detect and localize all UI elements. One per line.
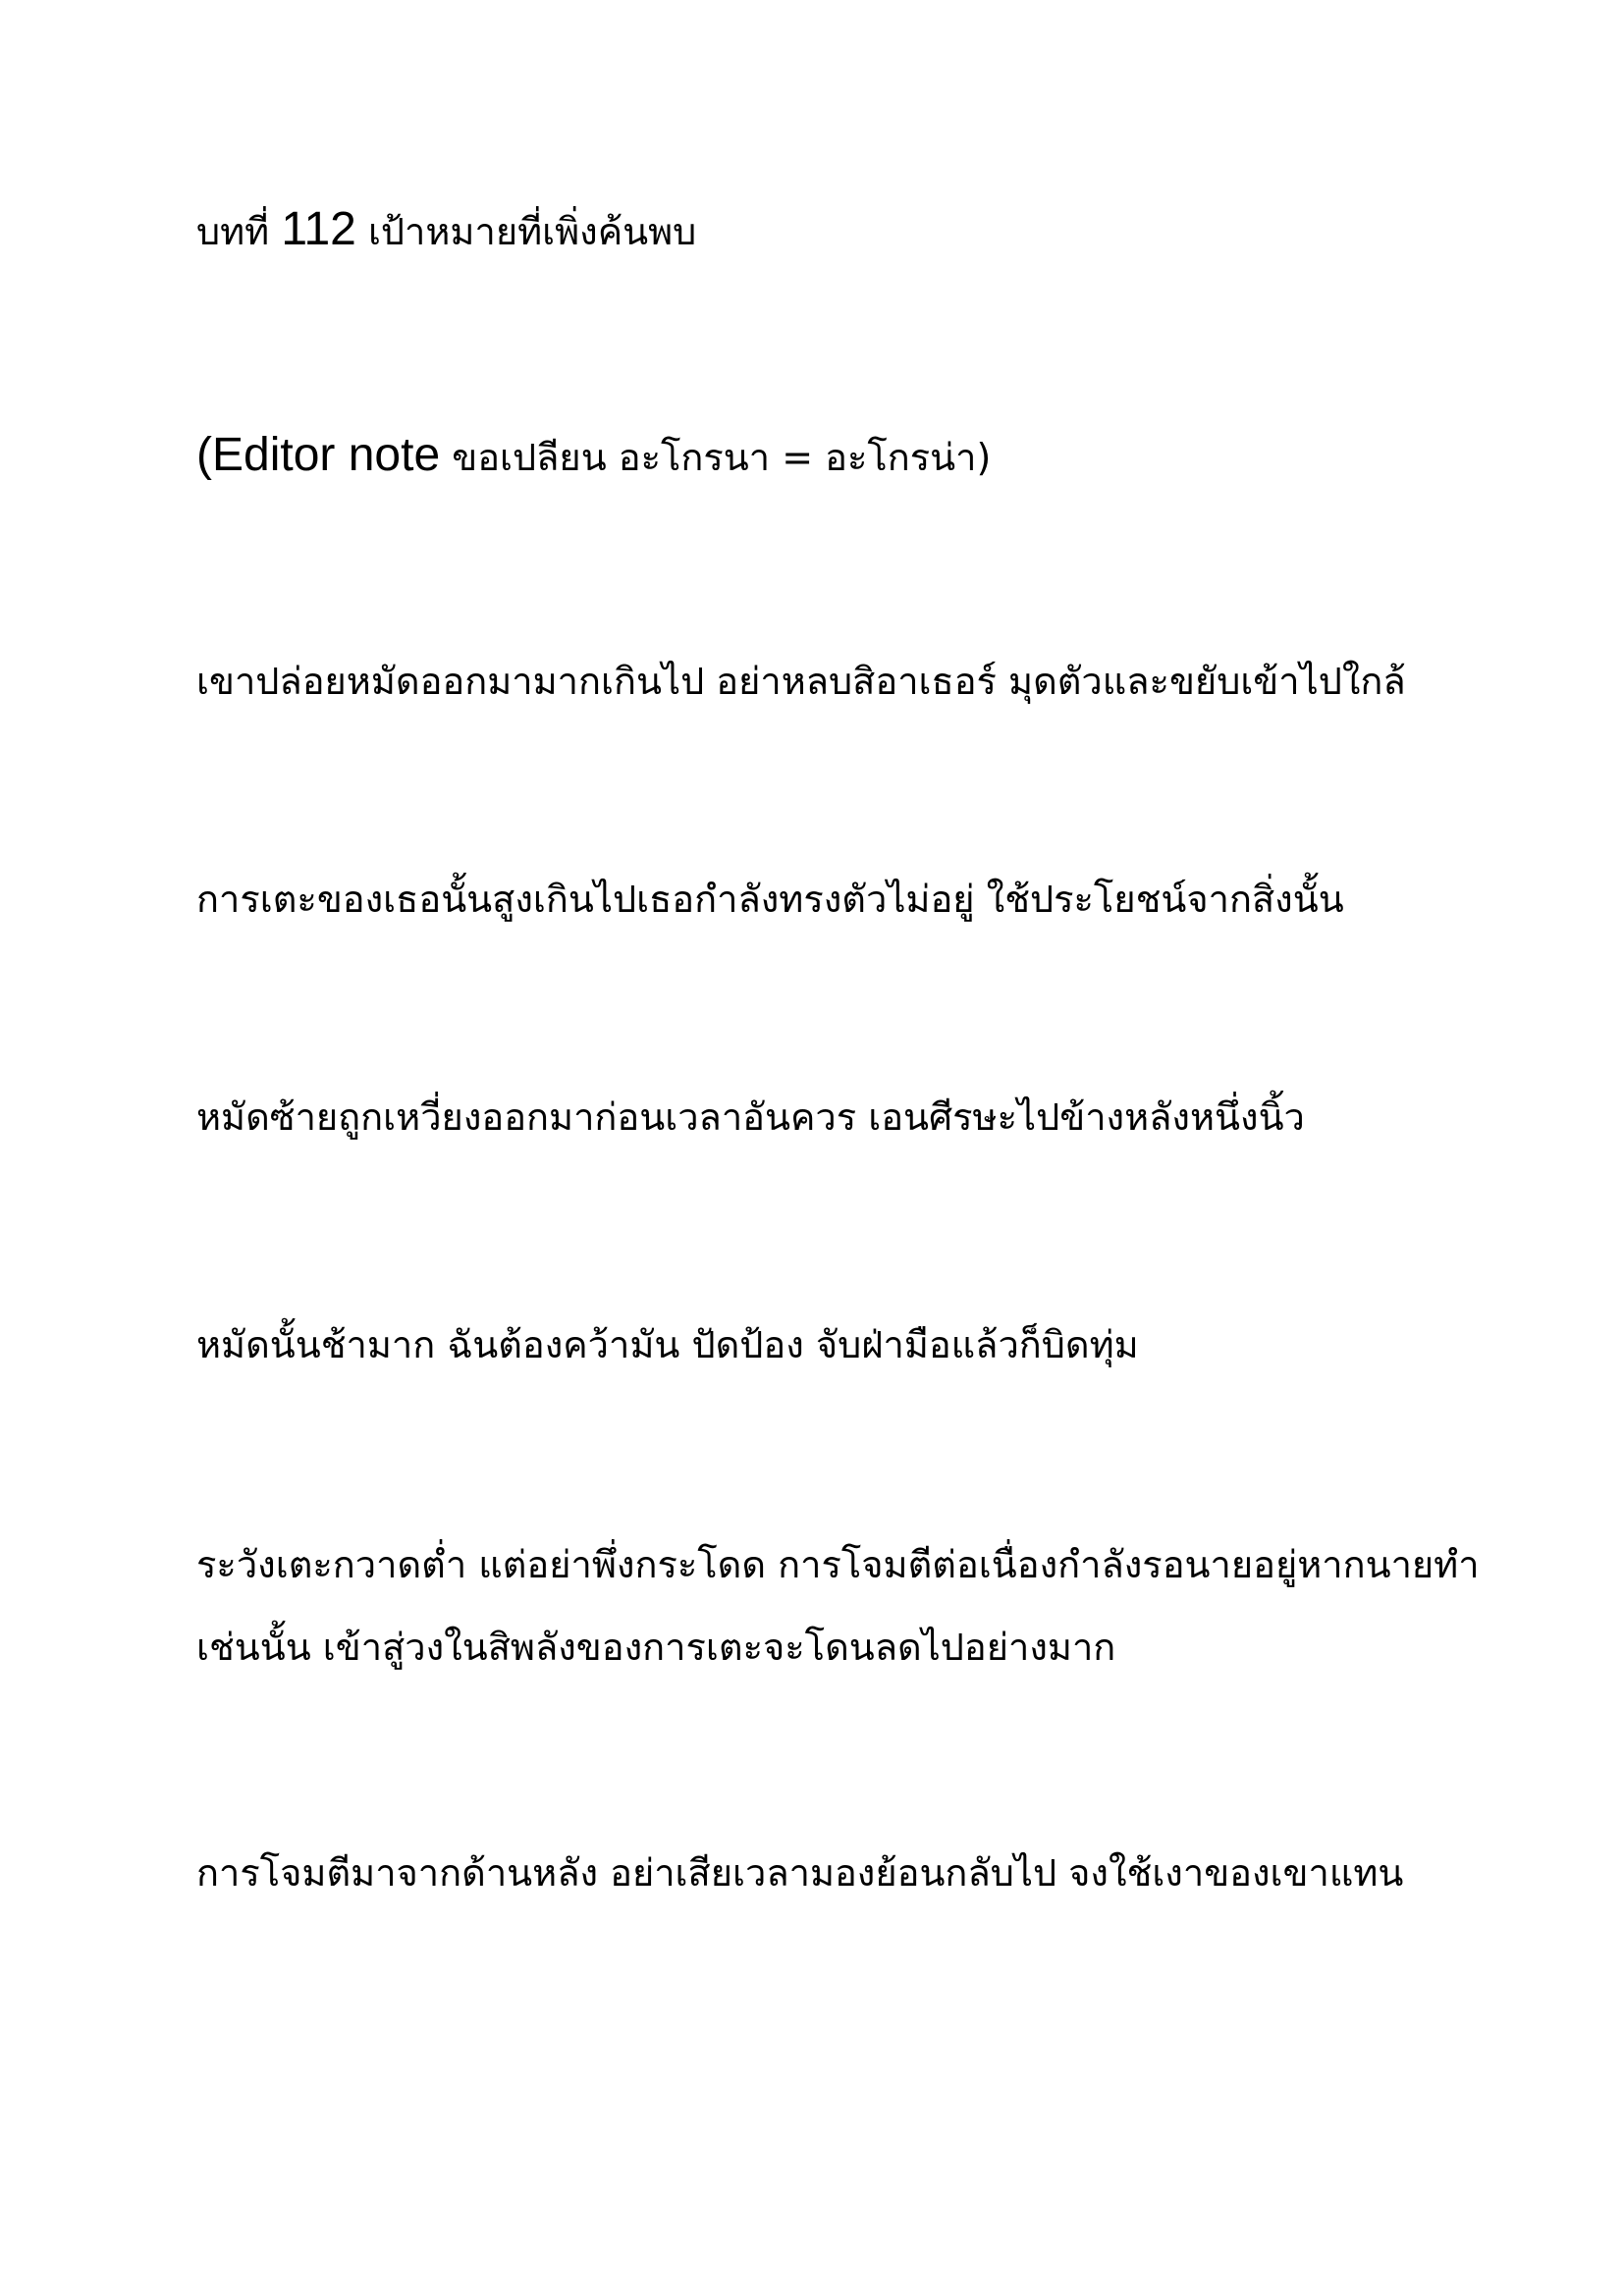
paragraph-6: การโจมตีมาจากด้านหลัง อย่าเสียเวลามองย้อนกลับไป จงใช้เงาของเขาแทน: [196, 1851, 1404, 1895]
paragraph-5-line-1: ระวังเตะกวาดต่ำ แต่อย่าพึ่งกระโดด การโจมตีต่อเนื่องกำลังรอนายอยู่หากนายทำ: [196, 1543, 1480, 1586]
editor-note-text: ขอเปลียน อะโกรนา = อะโกรน่า): [452, 436, 992, 479]
paragraph-1: เขาปล่อยหมัดออกมามากเกินไป อย่าหลบสิอาเธอร์ มุดตัวและขยับเข้าไปใกล้: [196, 660, 1406, 703]
paragraph-2: การเตะของเธอนั้นสูงเกินไปเธอกำลังทรงตัวไม่อยู่ ใช้ประโยชน์จากสิ่งนั้น: [196, 878, 1344, 921]
chapter-number: 112: [281, 203, 356, 255]
editor-note: [196, 428, 991, 485]
editor-note-label: (Editor note: [196, 429, 441, 481]
chapter-title: เป้าหมายที่เพิ่งค้นพบ: [367, 210, 697, 253]
chapter-heading: [196, 202, 696, 259]
paragraph-4: หมัดนั้นช้ามาก ฉันต้องคว้ามัน ปัดป้อง จับฝ่ามือแล้วก็บิดทุ่ม: [196, 1323, 1139, 1366]
paragraph-3: หมัดซ้ายถูกเหวี่ยงออกมาก่อนเวลาอันควร เอนศีรษะไปข้างหลังหนึ่งนิ้ว: [196, 1095, 1305, 1139]
paragraph-5-line-2: เช่นนั้น เข้าสู่วงในสิพลังของการเตะจะโดนลดไปอย่างมาก: [196, 1626, 1116, 1669]
chapter-prefix: บทที่: [196, 210, 270, 253]
